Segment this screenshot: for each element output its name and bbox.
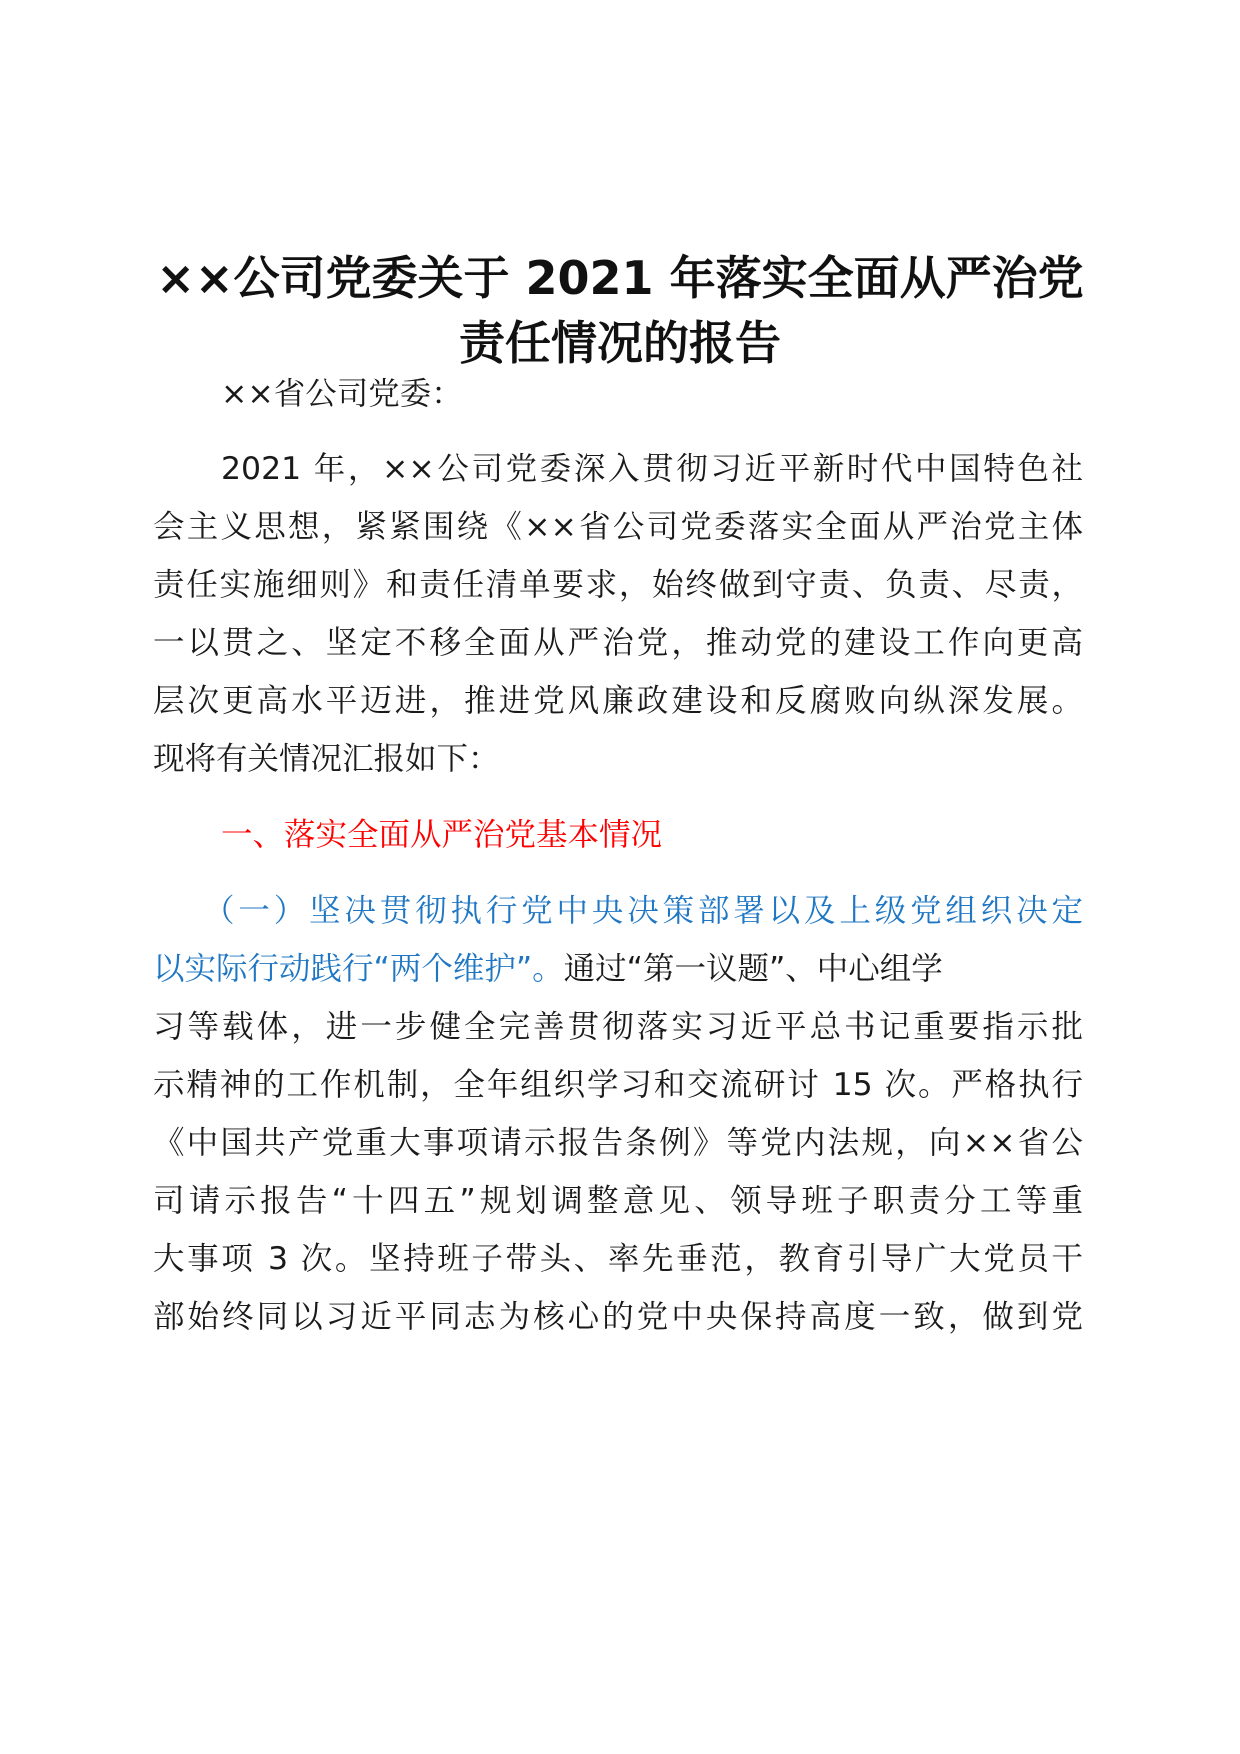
subsection-1-body-line: 部始终同以习近平同志为核心的党中央保持高度一致，做到党	[153, 1299, 1083, 1335]
report-title-line-1: ××公司党委关于 2021 年落实全面从严治党	[156, 251, 1084, 305]
subsection-1-heading-line-2: 以实际行动践行“两个维护”。	[153, 951, 564, 987]
subsection-1-body-line: 大事项 3 次。坚持班子带头、率先垂范，教育引导广大党员干	[153, 1241, 1083, 1277]
subsection-1-body-line: 司请示报告“十四五”规划调整意见、领导班子职责分工等重	[153, 1183, 1083, 1219]
intro-paragraph-line: 2021 年，××公司党委深入贯彻习近平新时代中国特色社	[221, 451, 1083, 487]
intro-paragraph-line: 一以贯之、坚定不移全面从严治党，推动党的建设工作向更高	[153, 625, 1083, 661]
intro-paragraph-line: 层次更高水平迈进，推进党风廉政建设和反腐败向纵深发展。	[153, 683, 1083, 719]
report-title-line-2: 责任情况的报告	[459, 316, 781, 370]
intro-paragraph-line: 会主义思想，紧紧围绕《××省公司党委落实全面从严治党主体	[153, 509, 1083, 545]
subsection-1-line-2	[153, 947, 1083, 991]
intro-paragraph-line: 责任实施细则》和责任清单要求，始终做到守责、负责、尽责，	[153, 567, 1083, 603]
section-1-heading: 一、落实全面从严治党基本情况	[221, 817, 663, 853]
subsection-1-body-start: 通过“第一议题”、中心组学	[563, 951, 943, 987]
subsection-1-body-line: 习等载体，进一步健全完善贯彻落实习近平总书记重要指示批	[153, 1009, 1083, 1045]
intro-paragraph-line: 现将有关情况汇报如下：	[153, 741, 500, 777]
salutation: ××省公司党委：	[221, 376, 463, 412]
subsection-1-heading-line-1: （一）坚决贯彻执行党中央决策部署以及上级党组织决定	[203, 893, 1083, 929]
subsection-1-body-line: 《中国共产党重大事项请示报告条例》等党内法规，向××省公	[153, 1125, 1083, 1161]
subsection-1-body-line: 示精神的工作机制，全年组织学习和交流研讨 15 次。严格执行	[153, 1067, 1083, 1103]
